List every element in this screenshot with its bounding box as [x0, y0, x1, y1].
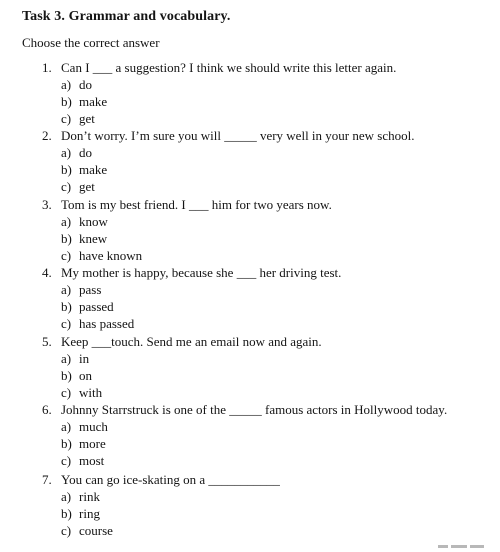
question-7 — [0, 472, 500, 540]
option-text: course — [79, 523, 113, 538]
option-letter: c) — [61, 316, 72, 331]
option-letter: b) — [61, 299, 72, 314]
question-text: Don’t worry. I’m sure you will _____ very well in your new school. — [61, 128, 415, 143]
option-letter: c) — [61, 523, 72, 538]
option-text: has passed — [79, 316, 135, 331]
option-letter: b) — [61, 368, 72, 383]
option-text: have known — [79, 248, 143, 263]
option-text: much — [79, 419, 108, 434]
option-letter: b) — [61, 506, 72, 521]
option-letter: c) — [61, 453, 72, 468]
question-6 — [0, 402, 500, 470]
option-letter: c) — [61, 111, 72, 126]
option-a — [0, 351, 500, 368]
option-letter: c) — [61, 248, 72, 263]
option-c — [0, 179, 500, 196]
option-a — [0, 214, 500, 231]
question-number: 4. — [42, 265, 52, 280]
option-c — [0, 111, 500, 128]
question-number: 6. — [42, 402, 52, 417]
option-letter: a) — [61, 489, 72, 504]
option-letter: c) — [61, 385, 72, 400]
option-b — [0, 368, 500, 385]
option-letter: b) — [61, 436, 72, 451]
option-text: with — [79, 385, 103, 400]
option-text: passed — [79, 299, 114, 314]
option-b — [0, 94, 500, 111]
option-b — [0, 231, 500, 248]
question-text: You can go ice-skating on a ___________ — [61, 472, 280, 487]
question-text: Johnny Starrstruck is one of the _____ famous actors in Hollywood today. — [61, 402, 448, 417]
question-text: Tom is my best friend. I ___ him for two years now. — [61, 197, 332, 212]
option-text: pass — [79, 282, 102, 297]
option-text: ring — [79, 506, 100, 521]
option-text: get — [79, 179, 95, 194]
question-text: Can I ___ a suggestion? I think we should write this letter again. — [61, 60, 397, 75]
option-text: in — [79, 351, 90, 366]
option-text: make — [79, 94, 108, 109]
option-letter: c) — [61, 179, 72, 194]
option-letter: a) — [61, 351, 72, 366]
option-text: knew — [79, 231, 108, 246]
option-text: most — [79, 453, 105, 468]
question-text: Keep ___touch. Send me an email now and again. — [61, 334, 322, 349]
cropped-footer-mark — [438, 545, 490, 549]
question-number: 5. — [42, 334, 52, 349]
option-letter: a) — [61, 77, 72, 92]
option-text: rink — [79, 489, 100, 504]
option-letter: a) — [61, 214, 72, 229]
question-number: 7. — [42, 472, 52, 487]
option-text: know — [79, 214, 108, 229]
option-a — [0, 145, 500, 162]
question-1 — [0, 60, 500, 128]
option-a — [0, 282, 500, 299]
question-4 — [0, 265, 500, 333]
option-letter: a) — [61, 419, 72, 434]
option-b — [0, 506, 500, 523]
question-number: 1. — [42, 60, 52, 75]
task-title: Task 3. Grammar and vocabulary. — [22, 9, 231, 24]
option-text: on — [79, 368, 92, 383]
option-letter: a) — [61, 282, 72, 297]
option-a — [0, 419, 500, 436]
option-c — [0, 248, 500, 265]
option-letter: a) — [61, 145, 72, 160]
option-c — [0, 523, 500, 540]
question-text: My mother is happy, because she ___ her driving test. — [61, 265, 342, 280]
instruction-text: Choose the correct answer — [22, 35, 160, 50]
question-3 — [0, 197, 500, 265]
option-letter: b) — [61, 231, 72, 246]
option-text: make — [79, 162, 108, 177]
option-b — [0, 436, 500, 453]
option-letter: b) — [61, 94, 72, 109]
option-c — [0, 453, 500, 470]
option-b — [0, 299, 500, 316]
question-2 — [0, 128, 500, 196]
option-a — [0, 489, 500, 506]
option-c — [0, 316, 500, 333]
question-number: 3. — [42, 197, 52, 212]
option-text: get — [79, 111, 95, 126]
option-text: do — [79, 145, 92, 160]
option-text: do — [79, 77, 92, 92]
option-a — [0, 77, 500, 94]
question-5 — [0, 334, 500, 402]
option-text: more — [79, 436, 106, 451]
option-b — [0, 162, 500, 179]
option-letter: b) — [61, 162, 72, 177]
question-number: 2. — [42, 128, 52, 143]
option-c — [0, 385, 500, 402]
